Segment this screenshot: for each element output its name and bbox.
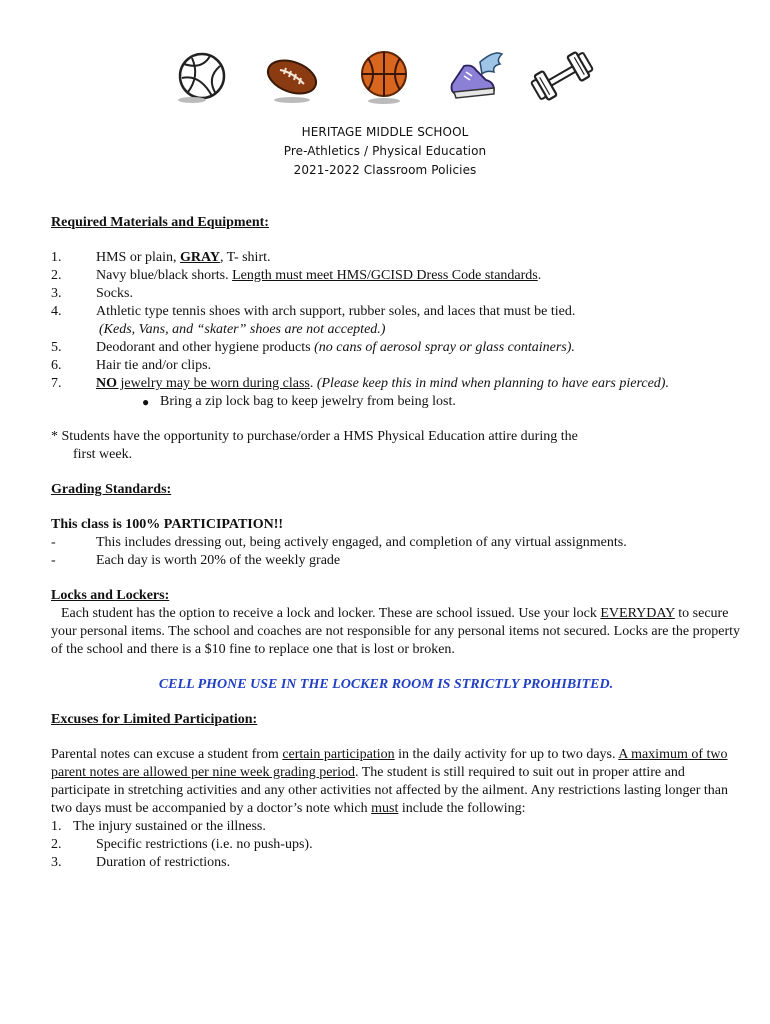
list-item: 3. Socks. <box>51 286 133 301</box>
participation-headline: This class is 100% PARTICIPATION!! <box>51 517 284 532</box>
locks-title: Locks and Lockers: <box>51 588 170 603</box>
list-item: 2. Specific restrictions (i.e. no push-ups). <box>51 837 313 852</box>
grading-title: Grading Standards: <box>51 482 172 497</box>
list-item: 1. The injury sustained or the illness. <box>51 819 266 834</box>
jewelry-bullet: ● Bring a zip lock bag to keep jewelry from being lost. <box>142 394 456 409</box>
sports-icons-row <box>170 44 590 108</box>
excuses-paragraph: Parental notes can excuse a student from certain participation in the daily activity for up to two days. A maximum of two parent notes are allowed per nine week grading period. The student is still required to suit out in proper attire and participate in stretching activities and any other activities not affected by the ailment. Any restrictions lasting longer than two days must be accompanied by a doctor’s note which must include the following: <box>51 747 728 816</box>
materials-title: Required Materials and Equipment: <box>51 215 269 230</box>
cell-phone-notice: CELL PHONE USE IN THE LOCKER ROOM IS STRICTLY PROHIBITED. <box>158 677 614 692</box>
football-icon <box>260 44 324 108</box>
school-name: HERITAGE MIDDLE SCHOOL <box>301 125 469 139</box>
document-header <box>0 123 770 180</box>
dumbbell-icon <box>530 44 594 108</box>
document-body <box>51 214 741 872</box>
list-item: 6. Hair tie and/or clips. <box>51 358 212 373</box>
list-item: 7. NO jewelry may be worn during class. (Please keep this in mind when planning to have ears pierced). <box>51 376 669 391</box>
grading-list <box>51 534 741 570</box>
list-item: 1. HMS or plain, GRAY, T- shirt. <box>51 250 271 265</box>
list-item: 2. Navy blue/black shorts. Length must meet HMS/GCISD Dress Code standards. <box>51 268 542 283</box>
list-item: 3. Duration of restrictions. <box>51 855 231 870</box>
materials-list <box>51 249 741 393</box>
list-item: 5. Deodorant and other hygiene products (no cans of aerosol spray or glass containers). <box>51 340 575 355</box>
course-subtitle: Pre-Athletics / Physical Education <box>283 144 487 158</box>
bullet-icon: ● <box>142 395 150 409</box>
locks-paragraph: Each student has the option to receive a lock and locker. These are school issued. Use your lock EVERYDAY to secure your personal items. The school and coaches are not responsible for any personal items not secured. Locks are the property of the school and there is a $10 fine to replace one that is lost or broken. <box>51 606 741 657</box>
policies-year: 2021-2022 Classroom Policies <box>293 163 477 177</box>
attire-note: * Students have the opportunity to purchase/order a HMS Physical Education attire during the first week. <box>51 429 578 462</box>
volleyball-icon <box>170 44 234 108</box>
restrictions-list <box>51 818 741 872</box>
list-item-note: (Keds, Vans, and “skater” shoes are not accepted.) <box>99 322 386 337</box>
list-item: 4. Athletic type tennis shoes with arch support, rubber soles, and laces that must be tied. <box>51 304 576 319</box>
list-item: - This includes dressing out, being actively engaged, and completion of any virtual assignments. <box>51 535 627 550</box>
winged-shoe-icon <box>442 44 506 108</box>
basketball-icon <box>352 44 416 108</box>
list-item: - Each day is worth 20% of the weekly grade <box>51 553 341 568</box>
excuses-title: Excuses for Limited Participation: <box>51 712 258 727</box>
